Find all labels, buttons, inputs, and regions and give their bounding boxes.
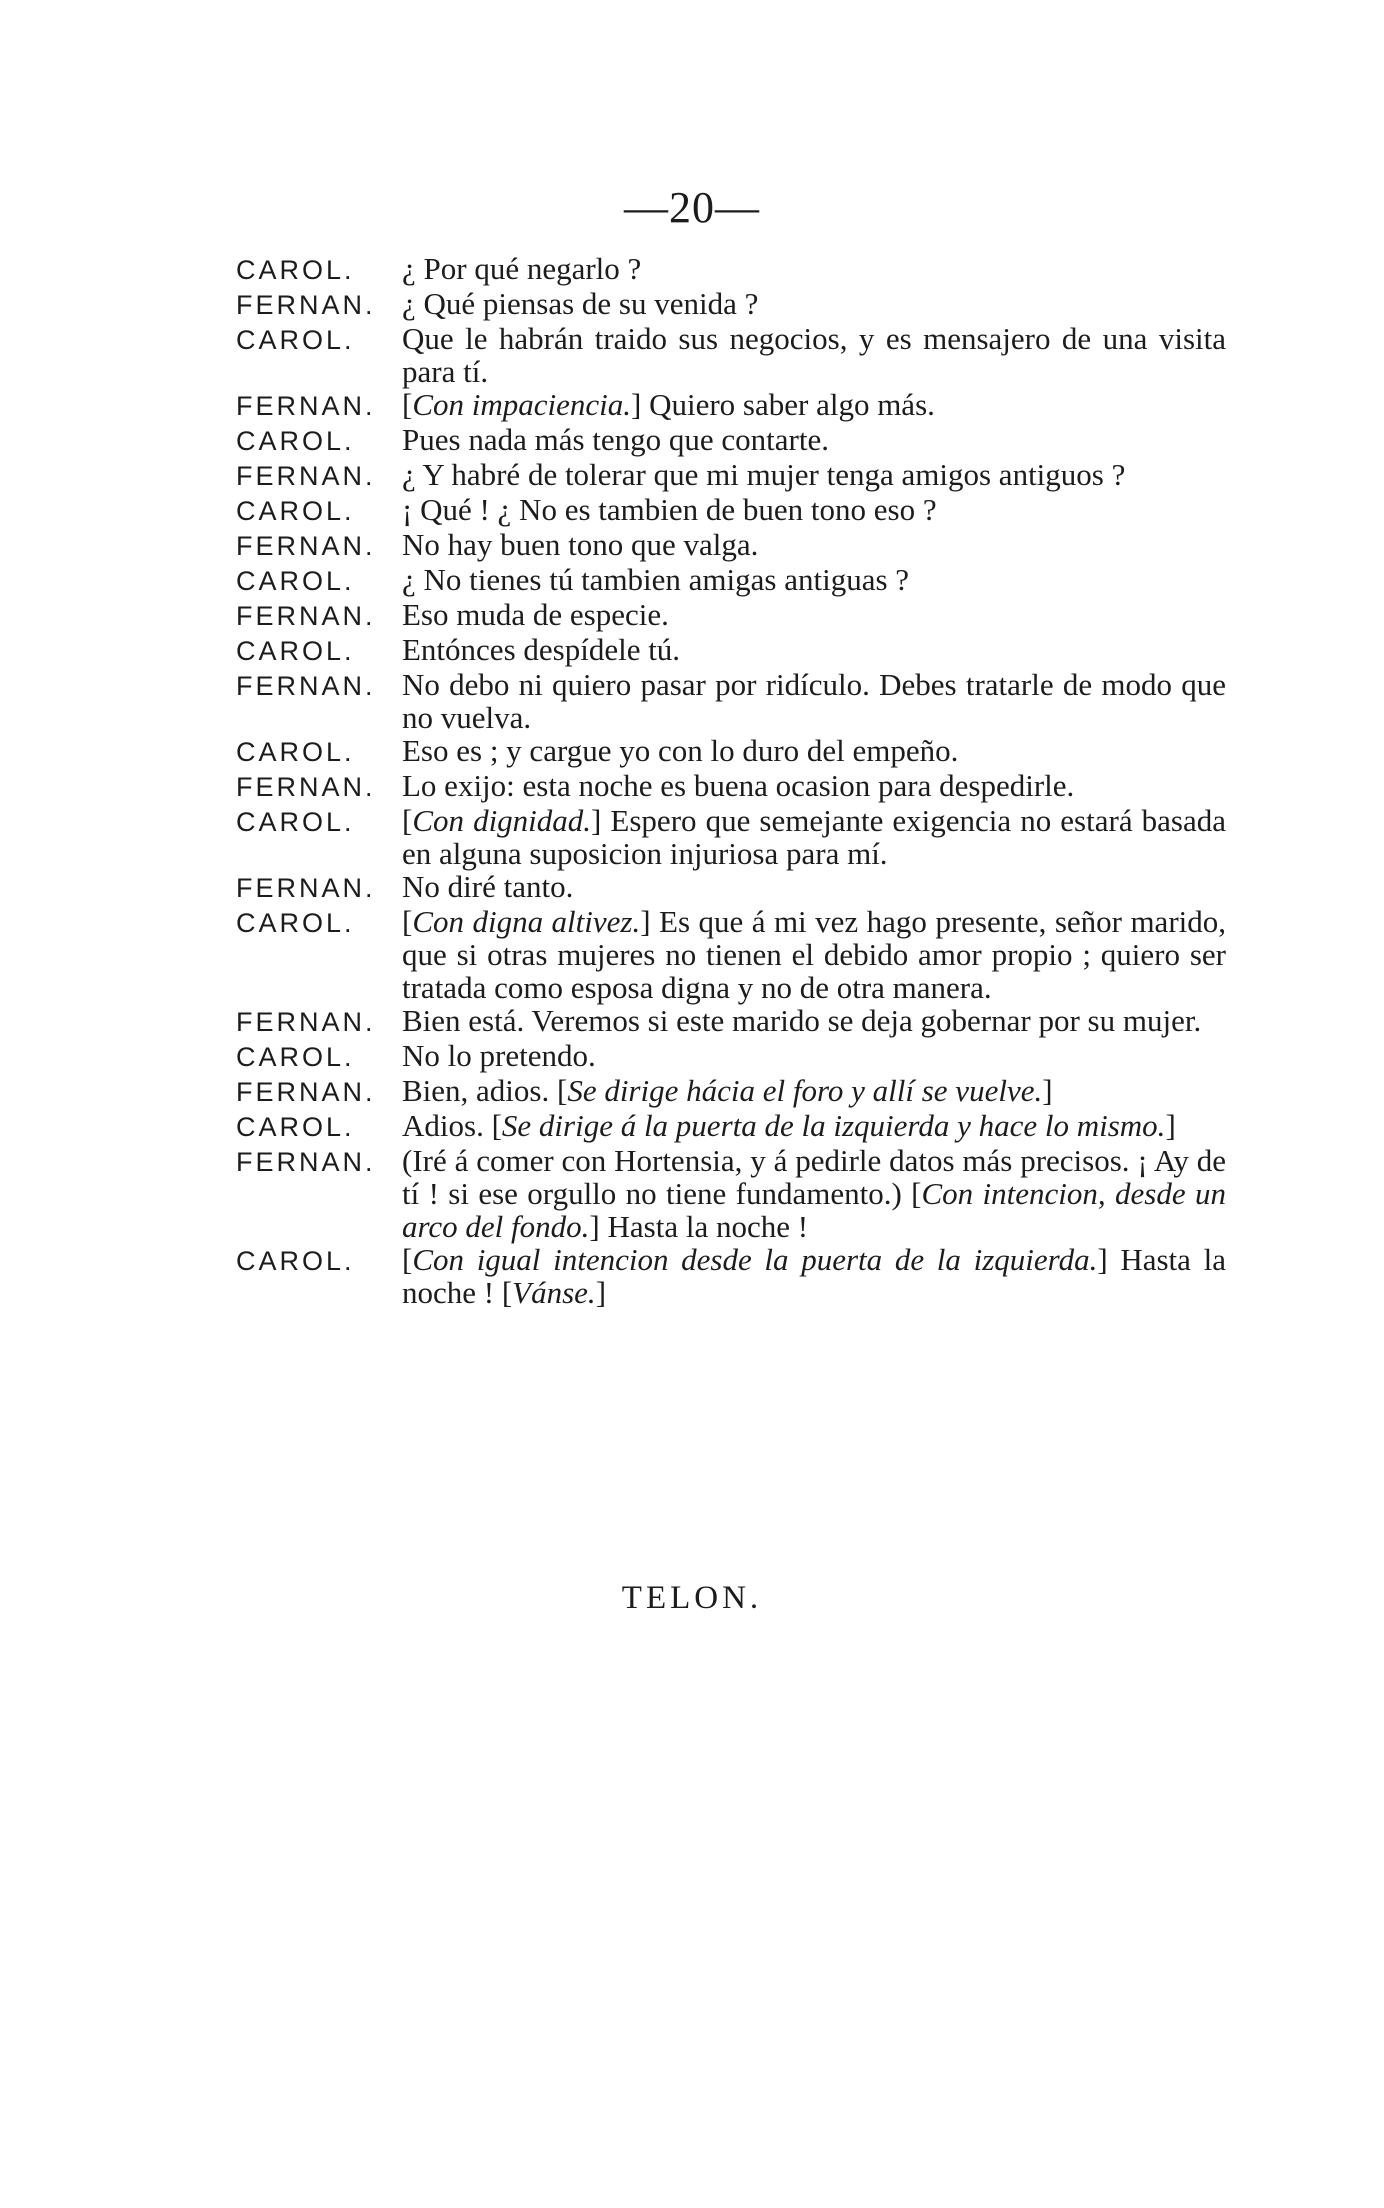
dialogue-entry <box>236 322 1226 388</box>
stage-direction: Se dirige hácia el foro y allí se vuelve. <box>567 1073 1043 1108</box>
stage-direction: Vánse. <box>512 1275 596 1310</box>
dialogue-entry <box>236 1039 1226 1074</box>
dialogue-entry <box>236 493 1226 528</box>
dialogue-entry <box>236 668 1226 734</box>
page-number: —20— <box>624 183 760 232</box>
speaker-name: FERNAN. <box>236 1007 376 1037</box>
speech-text <box>402 1144 1226 1243</box>
speech-text <box>402 423 1226 456</box>
stage-direction: Con dignidad. <box>412 803 592 838</box>
speech-text <box>402 668 1226 734</box>
speech-fragment: Eso es ; y cargue yo con lo duro del empeño. <box>402 733 959 768</box>
dialogue-entry <box>236 633 1226 668</box>
speech-fragment: ] <box>1165 1108 1176 1143</box>
speech-text <box>402 1243 1226 1309</box>
stage-direction: Con igual intencion desde la puerta de la izquierda. <box>412 1242 1098 1277</box>
dialogue-list <box>236 252 1226 1309</box>
dialogue-entry <box>236 1243 1226 1309</box>
stage-direction: Con impaciencia. <box>412 387 632 422</box>
speech-fragment: [ <box>402 1242 413 1277</box>
speaker-name: CAROL. <box>236 737 355 767</box>
speech-fragment: Eso muda de especie. <box>402 597 669 632</box>
dialogue-entry <box>236 528 1226 563</box>
speaker-name: CAROL. <box>236 426 355 456</box>
speech-text <box>402 1039 1226 1072</box>
speech-fragment: No lo pretendo. <box>402 1038 596 1073</box>
speech-fragment: ¿ Por qué negarlo ? <box>402 251 642 286</box>
speaker-name: CAROL. <box>236 1112 355 1142</box>
dialogue-entry <box>236 769 1226 804</box>
speaker-name: CAROL. <box>236 1042 355 1072</box>
speaker-name: FERNAN. <box>236 671 376 701</box>
speech-fragment: [ <box>402 904 413 939</box>
speech-fragment: ¿ No tienes tú tambien amigas antiguas ? <box>402 562 910 597</box>
dialogue-entry <box>236 804 1226 870</box>
speaker-name: CAROL. <box>236 325 355 355</box>
speaker-name: FERNAN. <box>236 601 376 631</box>
speech-text <box>402 804 1226 870</box>
speech-text <box>402 563 1226 596</box>
dialogue-entry <box>236 870 1226 905</box>
dialogue-entry <box>236 252 1226 287</box>
dialogue-entry <box>236 598 1226 633</box>
speech-text <box>402 734 1226 767</box>
speech-text <box>402 870 1226 903</box>
speech-fragment: No hay buen tono que valga. <box>402 527 759 562</box>
speaker-name: FERNAN. <box>236 772 376 802</box>
speech-text <box>402 528 1226 561</box>
speech-fragment: (Iré á comer con Hortensia, y á pedirle datos más precisos. ¡ Ay de tí ! si ese orgullo no tiene fundamento.) [ <box>402 1143 1226 1211</box>
speaker-name: CAROL. <box>236 566 355 596</box>
speech-fragment: Bien, adios. [ <box>402 1073 568 1108</box>
speech-fragment: Adios. [ <box>402 1108 502 1143</box>
speech-text <box>402 388 1226 421</box>
speaker-name: FERNAN. <box>236 290 376 320</box>
speech-text <box>402 1109 1226 1142</box>
speech-fragment: [ <box>402 803 413 838</box>
speech-fragment: ] <box>1042 1073 1053 1108</box>
speech-text <box>402 905 1226 1004</box>
dialogue-entry <box>236 1109 1226 1144</box>
speaker-name: CAROL. <box>236 255 355 285</box>
speaker-name: FERNAN. <box>236 531 376 561</box>
speech-fragment: ] Hasta la noche ! [ <box>402 1242 1226 1310</box>
speaker-name: FERNAN. <box>236 1077 376 1107</box>
speech-fragment: ¿ Qué piensas de su venida ? <box>402 286 759 321</box>
speech-text <box>402 287 1226 320</box>
stage-direction: Se dirige á la puerta de la izquierda y hace lo mismo. <box>501 1108 1166 1143</box>
speech-text <box>402 1004 1226 1037</box>
speech-text <box>402 322 1226 388</box>
dialogue-entry <box>236 1144 1226 1243</box>
speaker-name: CAROL. <box>236 807 355 837</box>
speaker-name: FERNAN. <box>236 461 376 491</box>
dialogue-entry <box>236 1074 1226 1109</box>
dialogue-entry <box>236 388 1226 423</box>
speech-text <box>402 598 1226 631</box>
speaker-name: FERNAN. <box>236 391 376 421</box>
speaker-name: CAROL. <box>236 636 355 666</box>
speaker-name: CAROL. <box>236 908 355 938</box>
curtain-heading: TELON. <box>621 1580 763 1616</box>
speaker-name: CAROL. <box>236 496 355 526</box>
dialogue-entry <box>236 287 1226 322</box>
speech-fragment: ] Quiero saber algo más. <box>631 387 935 422</box>
speech-fragment: Bien está. Veremos si este marido se deja gobernar por su mujer. <box>402 1003 1202 1038</box>
speech-fragment: ] Hasta la noche ! <box>589 1209 809 1244</box>
speech-text <box>402 458 1226 491</box>
dialogue-entry <box>236 734 1226 769</box>
speech-fragment: No diré tanto. <box>402 869 574 904</box>
dialogue-entry <box>236 905 1226 1004</box>
speech-fragment: Entónces despídele tú. <box>402 632 681 667</box>
speech-text <box>402 1074 1226 1107</box>
speaker-name: FERNAN. <box>236 1147 376 1177</box>
speech-text <box>402 769 1226 802</box>
speech-fragment: No debo ni quiero pasar por ridículo. Debes tratarle de modo que no vuelva. <box>402 667 1226 735</box>
stage-direction: Con intencion, desde un arco del fondo. <box>402 1176 1226 1244</box>
speaker-name: FERNAN. <box>236 873 376 903</box>
speech-fragment: ¿ Y habré de tolerar que mi mujer tenga amigos antiguos ? <box>402 457 1126 492</box>
dialogue-entry <box>236 1004 1226 1039</box>
speaker-name: CAROL. <box>236 1246 355 1276</box>
speech-fragment: Pues nada más tengo que contarte. <box>402 422 829 457</box>
speech-fragment: Que le habrán traido sus negocios, y es mensajero de una visita para tí. <box>402 321 1226 389</box>
speech-text <box>402 493 1226 526</box>
stage-direction: Con digna altivez. <box>412 904 641 939</box>
speech-fragment: ¡ Qué ! ¿ No es tambien de buen tono eso ? <box>402 492 937 527</box>
speech-fragment: [ <box>402 387 413 422</box>
speech-fragment: ] Espero que semejante exigencia no estará basada en alguna suposicion injuriosa para mí. <box>402 803 1226 871</box>
speech-text <box>402 252 1226 285</box>
dialogue-entry <box>236 563 1226 598</box>
speech-text <box>402 633 1226 666</box>
speech-fragment: ] Es que á mi vez hago presente, señor marido, que si otras mujeres no tienen el debido amor propio ; quiero ser tratada como esposa digna y no de otra manera. <box>402 904 1227 1005</box>
dialogue-entry <box>236 423 1226 458</box>
speech-fragment: ] <box>595 1275 607 1310</box>
speech-fragment: Lo exijo: esta noche es buena ocasion para despedirle. <box>402 768 1075 803</box>
dialogue-entry <box>236 458 1226 493</box>
